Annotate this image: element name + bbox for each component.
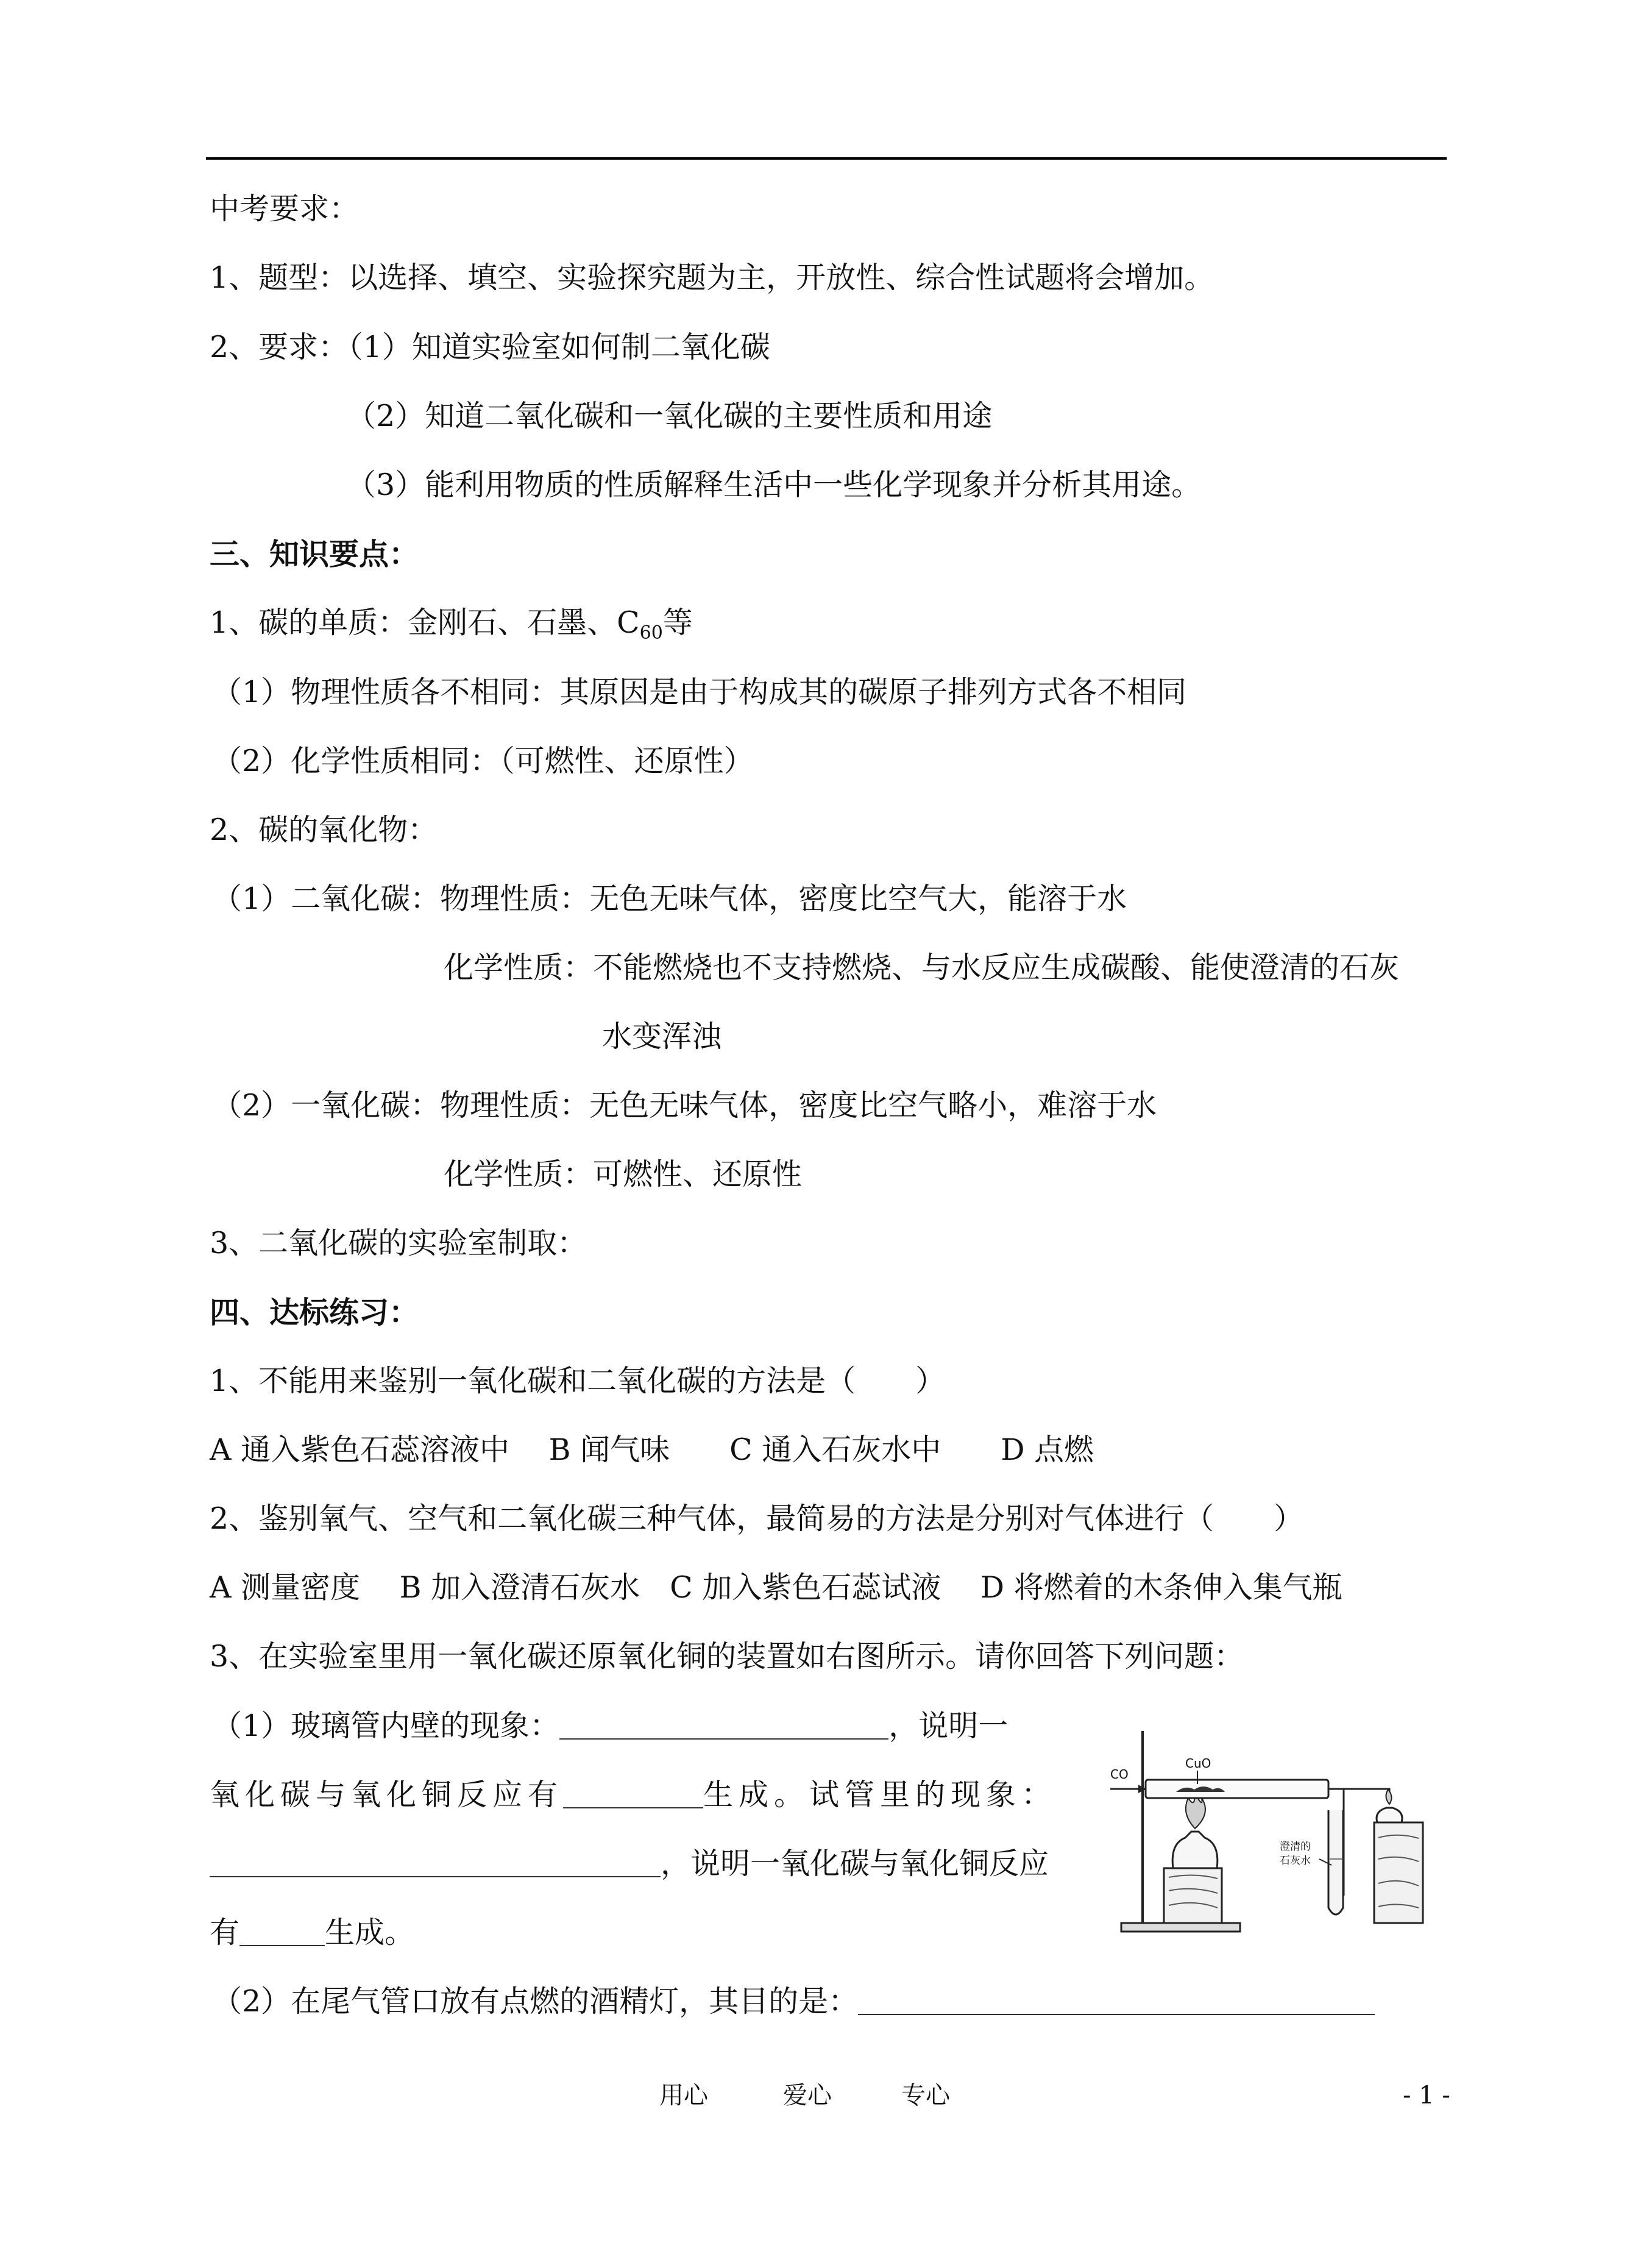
carbon-oxides-heading: 2、碳的氧化物： (210, 812, 438, 847)
knowledge-heading: 三、知识要点： (210, 536, 419, 572)
question-3-part-1-line-1 (212, 1707, 1008, 1746)
question-3-part-1-line-4 (210, 1913, 414, 1952)
answer-blank-product-1[interactable] (563, 1780, 703, 1808)
question-3: 3、在实验室里用一氧化碳还原氧化铜的装置如右图所示。请你回答下列问题： (210, 1639, 1244, 1674)
co-label: CO (1110, 1767, 1129, 1782)
tail-gas-lamp (1377, 1808, 1402, 1822)
glass-tube (1146, 1780, 1328, 1798)
limewater-label-line-2: 石灰水 (1280, 1855, 1311, 1867)
question-3-part-1-line-3 (210, 1844, 1049, 1883)
q3-1-text-c: 氧化碳与氧化铜反应有 (210, 1777, 564, 1812)
lab-preparation: 3、二氧化碳的实验室制取： (210, 1226, 587, 1260)
answer-blank-test-tube[interactable] (210, 1849, 661, 1877)
page-number: - 1 - (1403, 2081, 1450, 2110)
co2-chemical-cont: 水变浑浊 (602, 1019, 722, 1054)
chemical-properties: （2）化学性质相同：（可燃性、还原性） (212, 744, 754, 778)
co2-chemical: 化学性质：不能燃烧也不支持燃烧、与水反应生成碳酸、能使澄清的石灰 (444, 950, 1400, 985)
q3-1-text-a: （1）玻璃管内壁的现象： (212, 1708, 560, 1743)
answer-blank-tube-wall[interactable] (559, 1712, 888, 1740)
q3-2-text: （2）在尾气管口放有点燃的酒精灯，其目的是： (212, 1984, 859, 2019)
cuo-label: CuO (1185, 1756, 1211, 1771)
footer-motto-1: 用心 (659, 2081, 708, 2110)
question-1-options: A 通入紫色石蕊溶液中 B 闻气味 C 通入石灰水中 D 点燃 (210, 1432, 1094, 1467)
footer-motto-2: 爱心 (783, 2081, 832, 2110)
alcohol-lamp (1172, 1832, 1218, 1868)
q3-1-text-g: 生成。 (325, 1915, 415, 1950)
co-chemical: 化学性质：可燃性、还原性 (444, 1157, 803, 1192)
question-2-options: A 测量密度 B 加入澄清石灰水 C 加入紫色石蕊试液 D 将燃着的木条伸入集气瓶 (210, 1570, 1342, 1605)
carbon-elements (210, 603, 693, 653)
co2-physical: （1）二氧化碳：物理性质：无色无味气体，密度比空气大，能溶于水 (212, 881, 1127, 916)
q3-1-text-f: 有 (210, 1915, 240, 1950)
requirement-item-1: 1、题型：以选择、填空、实验探究题为主，开放性、综合性试题将会增加。 (210, 260, 1214, 295)
physical-properties: （1）物理性质各不相同：其原因是由于构成其的碳原子排列方式各不相同 (212, 675, 1187, 709)
requirement-item-2c: （3）能利用物质的性质解释生活中一些化学现象并分析其用途。 (346, 467, 1202, 502)
question-2: 2、鉴别氧气、空气和二氧化碳三种气体，最简易的方法是分别对气体进行（ ） (210, 1501, 1304, 1536)
test-tube (1328, 1810, 1343, 1914)
header-rule (206, 157, 1447, 160)
co-reduction-apparatus-figure (1103, 1713, 1444, 1944)
q3-1-text-d: 生成。试管里的现象： (703, 1777, 1057, 1812)
requirement-item-2b: （2）知道二氧化碳和一氧化碳的主要性质和用途 (346, 399, 993, 433)
requirements-heading: 中考要求： (210, 191, 360, 226)
answer-blank-product-2[interactable] (239, 1918, 325, 1946)
requirement-item-2: 2、要求：（1）知道实验室如何制二氧化碳 (210, 330, 770, 364)
q3-1-text-b: ，说明一 (888, 1708, 1009, 1743)
co-physical: （2）一氧化碳：物理性质：无色无味气体，密度比空气略小，难溶于水 (212, 1088, 1157, 1123)
practice-heading: 四、达标练习： (210, 1295, 419, 1330)
q3-1-text-e: ，说明一氧化碳与氧化铜反应 (661, 1846, 1049, 1881)
question-3-part-1-line-2 (210, 1776, 1057, 1815)
carbon-elements-suffix: 等 (662, 605, 693, 640)
tail-gas-pipe (1344, 1789, 1389, 1804)
answer-blank-purpose[interactable] (858, 1987, 1375, 2015)
question-3-part-2 (212, 1982, 1375, 2021)
stand-base (1121, 1923, 1240, 1932)
question-1: 1、不能用来鉴别一氧化碳和二氧化碳的方法是（ ） (210, 1363, 946, 1398)
footer-motto-3: 专心 (901, 2081, 950, 2110)
c60-subscript: 60 (639, 622, 663, 644)
limewater-label-line-1: 澄清的 (1280, 1841, 1311, 1853)
carbon-elements-text: 1、碳的单质：金刚石、石墨、C (210, 605, 640, 640)
